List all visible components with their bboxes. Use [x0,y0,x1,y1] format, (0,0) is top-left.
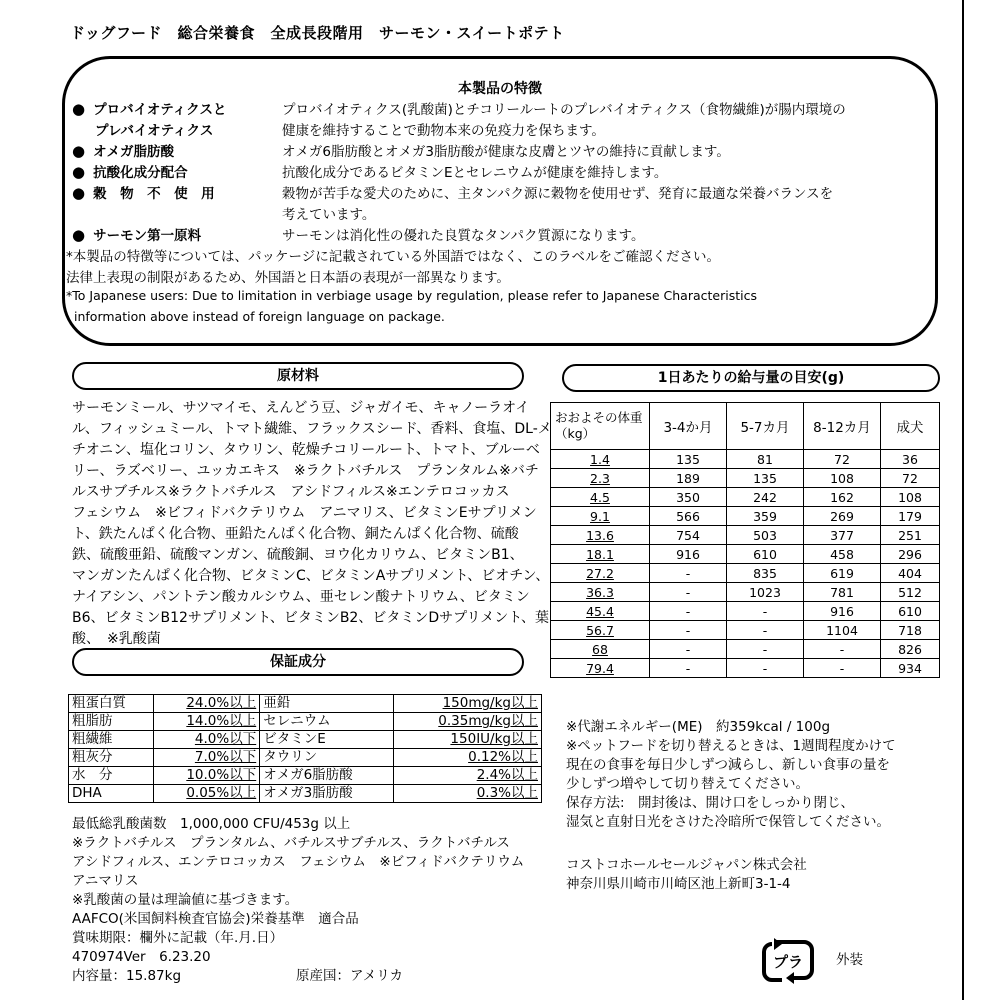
amount-cell: 162 [804,488,881,507]
ingredients-line: 酸、 ※乳酸菌 [72,631,161,647]
table-row [69,785,542,803]
feeding-note-line: 保存方法: 開封後は、開け口をしっかり閉じ、 [566,795,855,811]
amount-cell: 189 [650,469,727,488]
amount-cell: - [727,659,804,678]
amount-cell: 512 [881,583,940,602]
feature-text: 考えています。 [282,207,376,223]
amount-cell: 826 [881,640,940,659]
table-row [69,767,542,785]
nutrient-name: DHA [69,785,154,803]
right-border-rule [962,0,964,1000]
amount-cell: 916 [650,545,727,564]
amount-cell: - [727,621,804,640]
nutrient-name: 粗脂肪 [69,713,154,731]
weight-cell: 13.6 [551,526,650,545]
amount-cell: - [804,659,881,678]
amount-cell: 916 [804,602,881,621]
amount-cell: - [650,564,727,583]
nutrient-value: 150mg/kg以上 [393,695,541,713]
ingredients-line: ルスサブチルス※ラクトバチルス アシドフィルス※エンテロコッカス [72,484,510,500]
nutrient-name: 粗繊維 [69,731,154,749]
table-row [551,659,940,678]
amount-cell: 36 [881,450,940,469]
amount-cell: 781 [804,583,881,602]
guarantee-note-line: アシドフィルス、エンテロコッカス フェシウム ※ビフィドバクテリウム [72,854,525,870]
ingredients-line: フェシウム ※ビフィドバクテリウム アニマリス、ビタミンEサプリメン [72,505,537,521]
feature-label: ● 抗酸化成分配合 [72,163,188,181]
plastic-recycle-icon [760,936,816,986]
table-row [69,695,542,713]
table-row [551,450,940,469]
nutrient-name: 粗灰分 [69,749,154,767]
features-note-english: *To Japanese users: Due to limitation in verbiage usage by regulation, please refer to Japanese Characteristics [66,288,757,303]
amount-cell: 610 [881,602,940,621]
ingredients-line: ト、鉄たんぱく化合物、亜鉛たんぱく化合物、銅たんぱく化合物、硫酸 [72,526,519,542]
weight-cell: 27.2 [551,564,650,583]
amount-cell: - [650,659,727,678]
ingredients-line: ル、フィッシュミール、トマト繊維、フラックスシード、香料、食塩、DL-メ [72,421,552,437]
feature-text: オメガ6脂肪酸とオメガ3脂肪酸が健康な皮膚とツヤの維持に貢献します。 [282,144,730,160]
features-note-english: information above instead of foreign language on package. [74,309,445,324]
amount-cell: 619 [804,564,881,583]
guarantee-notes [72,815,524,967]
feature-label: ● プロバイオティクスと [72,100,227,118]
amount-cell: - [650,621,727,640]
nutrient-name: ビタミンE [260,731,394,749]
bullet-icon: ● [72,226,86,244]
amount-cell: - [650,640,727,659]
column-header: 3-4か月 [650,403,727,450]
recycle-label: 外装 [836,952,863,968]
table-row [551,602,940,621]
table-row [551,564,940,583]
amount-cell: 458 [804,545,881,564]
features-heading: 本製品の特徴 [458,81,542,97]
amount-cell: 242 [727,488,804,507]
table-row [551,621,940,640]
guarantee-note-line: ※乳酸菌の量は理論値に基づきます。 [72,892,299,908]
amount-cell: - [727,602,804,621]
feature-label: ● オメガ脂肪酸 [72,142,174,160]
feature-text: サーモンは消化性の優れた良質なタンパク質源になります。 [282,228,645,244]
ingredients-line: マンガンたんぱく化合物、ビタミンC、ビタミンAサプリメント、ビオチン、 [72,568,550,584]
amount-cell: 359 [727,507,804,526]
ingredients-line: B6、ビタミンB12サプリメント、ビタミンB2、ビタミンDサプリメント、葉 [72,610,550,626]
feature-text: 穀物が苦手な愛犬のために、主タンパク源に穀物を使用せず、発育に最適な栄養バランスを [282,186,834,202]
feature-label: プレバイオティクス [95,123,214,139]
bullet-icon: ● [72,184,86,202]
weight-cell: 18.1 [551,545,650,564]
ingredients-line: サーモンミール、サツマイモ、えんどう豆、ジャガイモ、キャノーラオイ [72,400,530,416]
feature-text: 抗酸化成分であるビタミンEとセレニウムが健康を維持します。 [282,165,668,181]
weight-cell: 45.4 [551,602,650,621]
feeding-heading: 1日あたりの給与量の目安(g) [562,364,940,392]
weight-cell: 4.5 [551,488,650,507]
bullet-icon: ● [72,142,86,160]
feature-row [72,161,667,181]
feature-row [72,140,730,160]
feature-text: プロバイオティクス(乳酸菌)とチコリールートのプレバイオティクス（食物繊維)が腸内環境の [282,102,846,118]
feature-label: ● サーモン第一原料 [72,226,202,244]
feeding-note-line: 湿気と直射日光をさけた冷暗所で保管してください。 [566,814,890,830]
nutrient-name: タウリン [260,749,394,767]
ingredients-list [72,398,550,650]
product-title: ドッグフード 総合栄養食 全成長段階用 サーモン・スイートポテト [70,24,565,42]
weight-cell: 68 [551,640,650,659]
nutrient-name: セレニウム [260,713,394,731]
weight-cell: 56.7 [551,621,650,640]
nutrient-value: 2.4%以上 [393,767,541,785]
table-row [551,488,940,507]
column-header: 成犬 [881,403,940,450]
column-header: 8-12カ月 [804,403,881,450]
feature-text: 健康を維持することで動物本来の免疫力を保ちます。 [282,123,605,139]
guarantee-note-line: 470974Ver 6.23.20 [72,949,211,965]
company-address: 神奈川県川崎市川崎区池上新町3-1-4 [566,876,791,892]
bullet-icon: ● [72,100,86,118]
weight-cell: 36.3 [551,583,650,602]
table-row [551,640,940,659]
nutrient-name: オメガ6脂肪酸 [260,767,394,785]
amount-cell: 377 [804,526,881,545]
feature-row [72,119,605,139]
nutrient-value: 7.0%以下 [153,749,260,767]
ingredients-line: 鉄、硫酸亜鉛、硫酸マンガン、硫酸銅、ヨウ化カリウム、ビタミンB1、 [72,547,524,563]
feature-label: ● 穀 物 不 使 用 [72,184,215,202]
amount-cell: 1023 [727,583,804,602]
amount-cell: 135 [727,469,804,488]
feature-label [72,203,282,223]
features-note: 法律上表現の制限があるため、外国語と日本語の表現が一部異なります。 [66,270,510,286]
nutrient-value: 10.0%以下 [153,767,260,785]
amount-cell: - [650,583,727,602]
amount-cell: 81 [727,450,804,469]
amount-cell: 1104 [804,621,881,640]
guarantee-note-line: 賞味期限：欄外に記載（年.月.日） [72,930,284,946]
feeding-note-line: 現在の食事を毎日少しずつ減らし、新しい食事の量を [566,757,890,773]
weight-cell: 79.4 [551,659,650,678]
guarantee-note-line: 最低総乳酸菌数 1,000,000 CFU/453g 以上 [72,816,351,832]
amount-cell: 72 [804,450,881,469]
amount-cell: 269 [804,507,881,526]
amount-cell: - [727,640,804,659]
feature-row [72,182,833,202]
table-row [69,713,542,731]
feeding-table [550,402,940,678]
column-header: 5-7カ月 [727,403,804,450]
company-info [566,856,807,894]
nutrient-value: 0.3%以上 [393,785,541,803]
weight-cell: 9.1 [551,507,650,526]
bullet-icon: ● [72,163,86,181]
guarantee-heading: 保証成分 [72,648,524,676]
amount-cell: 754 [650,526,727,545]
nutrient-name: 粗蛋白質 [69,695,154,713]
guarantee-note-line: アニマリス [72,873,139,889]
amount-cell: 251 [881,526,940,545]
weight-cell: 1.4 [551,450,650,469]
guarantee-table [68,694,542,803]
table-row [551,583,940,602]
table-row [551,545,940,564]
nutrient-value: 4.0%以下 [153,731,260,749]
nutrient-name: オメガ3脂肪酸 [260,785,394,803]
ingredients-line: ナイアシン、パントテン酸カルシウム、亜セレン酸ナトリウム、ビタミン [72,589,530,605]
amount-cell: 718 [881,621,940,640]
feature-row [72,98,846,118]
nutrient-name: 水 分 [69,767,154,785]
feature-row [72,224,644,244]
amount-cell: 350 [650,488,727,507]
amount-cell: 135 [650,450,727,469]
features-note: *本製品の特徴等については、パッケージに記載されている外国語ではなく、このラベルをご確認ください。 [66,249,720,265]
ingredients-heading: 原材料 [72,362,524,390]
amount-cell: 835 [727,564,804,583]
amount-cell: 108 [881,488,940,507]
amount-cell: 566 [650,507,727,526]
amount-cell: - [804,640,881,659]
amount-cell: 72 [881,469,940,488]
table-row [551,507,940,526]
nutrient-value: 150IU/kg以上 [393,731,541,749]
weight-cell: 2.3 [551,469,650,488]
nutrient-value: 24.0%以上 [153,695,260,713]
nutrient-value: 0.35mg/kg以上 [393,713,541,731]
table-row [69,731,542,749]
nutrient-value: 14.0%以上 [153,713,260,731]
amount-cell: 610 [727,545,804,564]
table-row [551,526,940,545]
amount-cell: 934 [881,659,940,678]
table-header-row [551,403,940,450]
column-header-weight: おおよその体重（kg） [551,403,650,450]
guarantee-note-line: ※ラクトバチルス プランタルム、バチルスサブチルス、ラクトバチルス [72,835,510,851]
amount-cell: - [650,602,727,621]
nutrient-name: 亜鉛 [260,695,394,713]
country-of-origin: 原産国：アメリカ [296,968,404,984]
amount-cell: 108 [804,469,881,488]
amount-cell: 503 [727,526,804,545]
company-name: コストコホールセールジャパン株式会社 [566,857,807,873]
ingredients-line: リー、ラズベリー、ユッカエキス ※ラクトバチルス プランタルム※バチ [72,463,539,479]
feature-row [72,203,375,223]
guarantee-note-line: AAFCO(米国飼料検査官協会)栄養基準 適合品 [72,911,359,927]
table-row [69,749,542,767]
ingredients-line: チオニン、塩化コリン、タウリン、乾燥チコリールート、トマト、ブルーベ [72,442,540,458]
table-row [551,469,940,488]
nutrient-value: 0.05%以上 [153,785,260,803]
amount-cell: 296 [881,545,940,564]
recycle-mark-text: プラ [772,953,804,971]
feeding-note-line: 少しずつ増やして切り替えてください。 [566,776,809,792]
feeding-note-line: ※代謝エネルギー(ME) 約359kcal / 100g [566,719,831,735]
content-weight: 内容量：15.87kg [72,968,182,984]
feeding-note-line: ※ペットフードを切り替えるときは、1週間程度かけて [566,738,896,754]
feeding-notes [566,718,896,832]
amount-cell: 404 [881,564,940,583]
nutrient-value: 0.12%以上 [393,749,541,767]
amount-cell: 179 [881,507,940,526]
